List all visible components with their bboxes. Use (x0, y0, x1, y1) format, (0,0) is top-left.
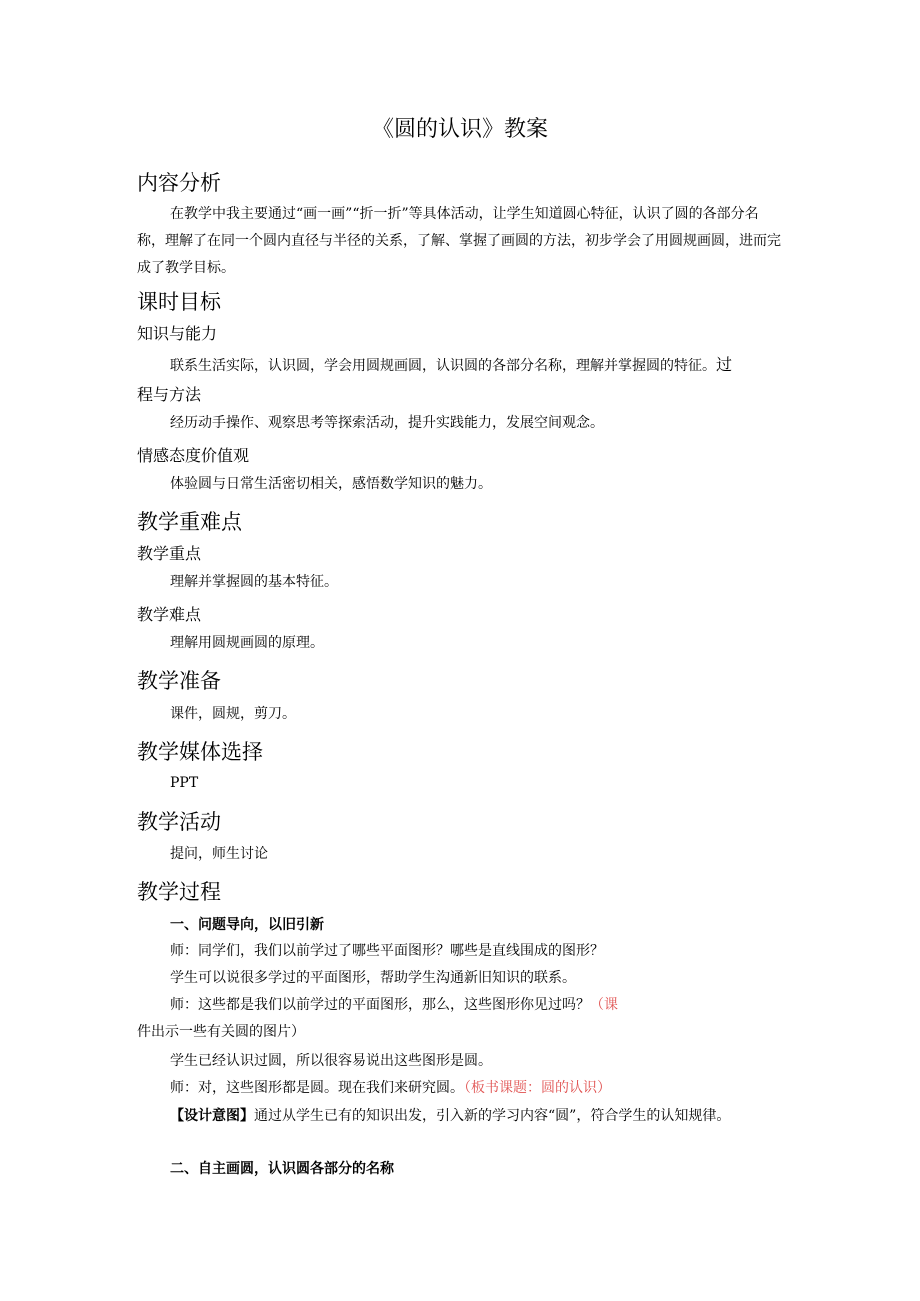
process-line-3-note-rest: 件出示一些有关圆的图片） (137, 1024, 305, 1040)
process-line-1: 师：同学们，我们以前学过了哪些平面图形？哪些是直线围成的图形？ (170, 943, 604, 959)
process-method-text: 经历动手操作、观察思考等探索活动，提升实践能力，发展空间观念。 (170, 415, 604, 431)
knowledge-ability-paragraph (137, 351, 785, 380)
heading-content-analysis: 内容分析 (137, 171, 221, 195)
heading-key-points: 教学重难点 (137, 510, 242, 534)
process-line-5-text: 师：对，这些图形都是圆。现在我们来研究圆。 (170, 1080, 464, 1096)
process-line-3 (137, 992, 785, 1046)
process-line-5 (170, 1077, 611, 1099)
heading-teaching-difficulty: 教学难点 (137, 605, 202, 624)
heading-preparation: 教学准备 (137, 669, 221, 693)
board-note: （板书课题：圆的认识） (464, 1080, 611, 1096)
teaching-focus-text: 理解并掌握圆的基本特征。 (170, 574, 338, 590)
process-heading-first-char: 过 (716, 355, 733, 374)
heading-knowledge-ability: 知识与能力 (137, 324, 218, 343)
media-text: PPT (170, 775, 199, 791)
document-title: 《圆的认识》教案 (371, 117, 548, 142)
knowledge-ability-text: 联系生活实际，认识圆，学会用圆规画圆，认识圆的各部分名称，理解并掌握圆的特征。 (170, 358, 716, 374)
design-intent-paragraph (137, 1103, 785, 1130)
emotion-values-text: 体验圆与日常生活密切相关，感悟数学知识的魅力。 (170, 476, 492, 492)
heading-objectives: 课时目标 (137, 290, 221, 314)
heading-process: 教学过程 (137, 880, 221, 904)
heading-activity: 教学活动 (137, 810, 221, 834)
process-line-2: 学生可以说很多学过的平面图形，帮助学生沟通新旧知识的联系。 (170, 970, 576, 986)
heading-teaching-focus: 教学重点 (137, 544, 202, 563)
teaching-difficulty-text: 理解用圆规画圆的原理。 (170, 635, 324, 651)
process-line-3-note-open: （课 (590, 997, 618, 1013)
content-analysis-paragraph: 在教学中我主要通过“画一画”“折一折”等具体活动，让学生知道圆心特征，认识了圆的各部分名称，理解了在同一个圆内直径与半径的关系，了解、掌握了画圆的方法，初步学会了用圆规画圆，进而完成了教学目标。 (137, 206, 781, 276)
step-one-title: 一、问题导向，以旧引新 (170, 917, 324, 933)
heading-emotion-values: 情感态度价值观 (137, 446, 250, 465)
heading-media: 教学媒体选择 (137, 740, 263, 764)
preparation-text: 课件，圆规，剪刀。 (170, 706, 296, 722)
process-line-3-text: 师：这些都是我们以前学过的平面图形，那么，这些图形你见过吗？ (170, 997, 590, 1013)
activity-text: 提问，师生讨论 (170, 846, 268, 862)
design-intent-label: 【设计意图】 (170, 1108, 254, 1124)
process-line-4: 学生已经认识过圆，所以很容易说出这些图形是圆。 (170, 1053, 492, 1069)
step-two-title: 二、自主画圆，认识圆各部分的名称 (170, 1161, 394, 1177)
design-intent-text: 通过从学生已有的知识出发，引入新的学习内容“圆”，符合学生的认知规律。 (254, 1108, 731, 1124)
heading-process-method: 程与方法 (137, 385, 202, 404)
